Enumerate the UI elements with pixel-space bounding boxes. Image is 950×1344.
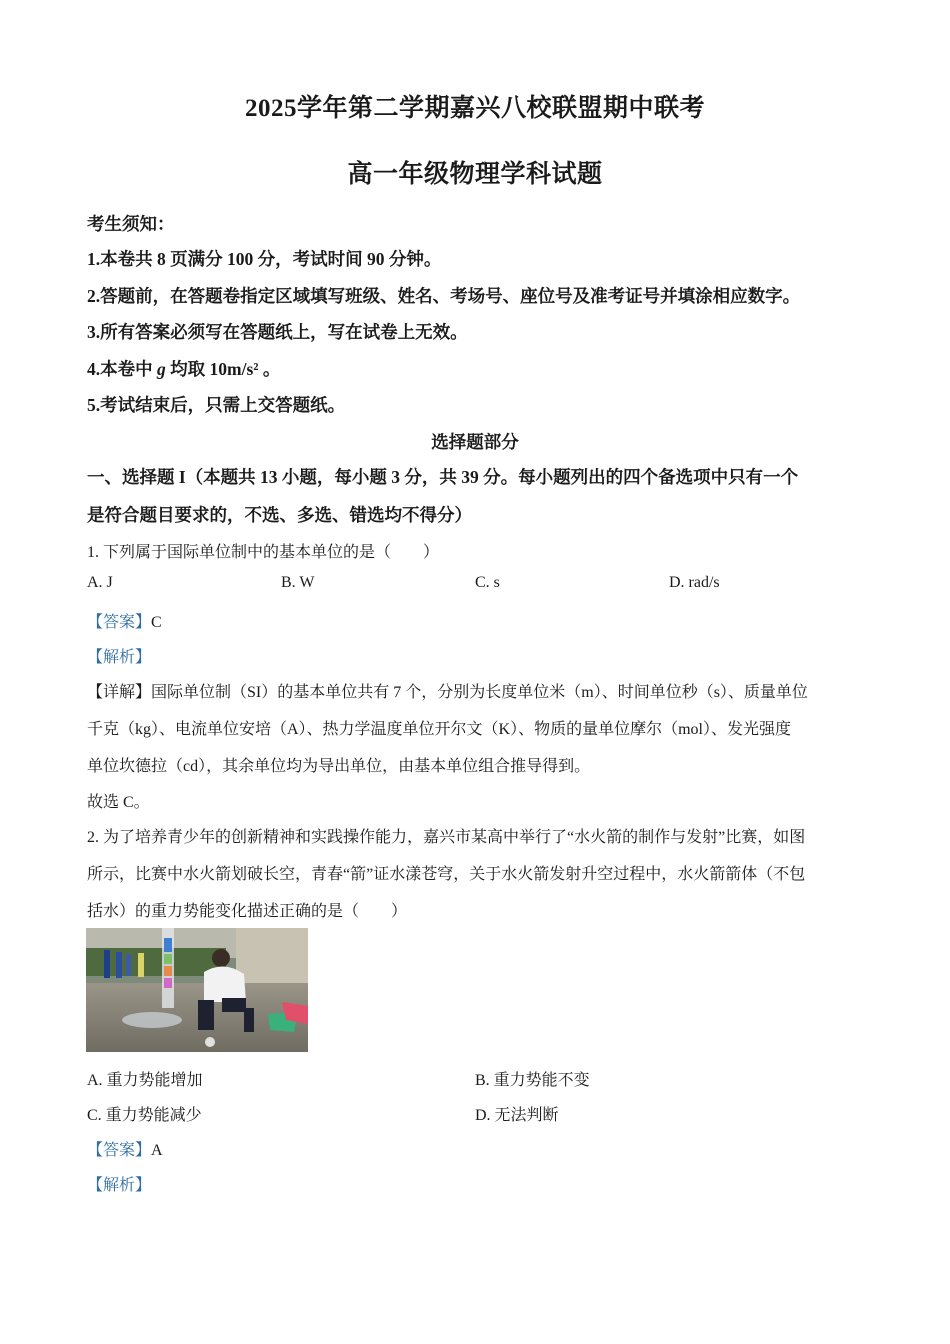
q1-option-d: D. rad/s bbox=[669, 574, 720, 591]
q2-answer bbox=[87, 1137, 163, 1160]
q1-stem: 1. 下列属于国际单位制中的基本单位的是（ ） bbox=[87, 544, 440, 561]
q1-answer-value: C bbox=[151, 614, 162, 631]
notice-item-1: 1.本卷共 8 页满分 100 分，考试时间 90 分钟。 bbox=[87, 249, 442, 269]
exam-title: 2025学年第二学期嘉兴八校联盟期中联考 bbox=[244, 95, 705, 122]
notice-item-2: 2.答题前，在答题卷指定区域填写班级、姓名、考场号、座位号及准考证号并填涂相应数字。 bbox=[87, 286, 801, 306]
notice-item-5: 5.考试结束后，只需上交答题纸。 bbox=[87, 395, 346, 415]
q2-answer-tag: 【答案】 bbox=[87, 1142, 152, 1159]
q1-detail-line-3: 单位坎德拉（cd），其余单位均为导出单位，由基本单位组合推导得到。 bbox=[87, 758, 591, 775]
notice-label: 考生须知： bbox=[87, 214, 175, 234]
q1-detail-text-1: 国际单位制（SI）的基本单位共有 7 个，分别为长度单位米（m）、时间单位秒（s）、质量单位 bbox=[151, 684, 808, 701]
notice-item-3: 3.所有答案必须写在答题纸上，写在试卷上无效。 bbox=[87, 322, 468, 342]
notice-item-4 bbox=[87, 356, 280, 381]
q2-option-a: A. 重力势能增加 bbox=[87, 1072, 203, 1089]
q1-option-b: B. W bbox=[281, 574, 315, 591]
q1-option-a: A. J bbox=[87, 574, 113, 591]
q1-detail-line-2: 千克（kg）、电流单位安培（A）、热力学温度单位开尔文（K）、物质的量单位摩尔（mol）、发光强度 bbox=[87, 721, 792, 738]
q2-analysis-tag: 【解析】 bbox=[87, 1177, 152, 1194]
notice-item-4-rest: 均取 10m/s² 。 bbox=[165, 359, 281, 379]
q2-stem-line-2: 所示，比赛中水火箭划破长空，青春“箭”证水漾苍穹，关于水火箭发射升空过程中，水火箭箭体（不包 bbox=[87, 866, 806, 883]
exam-subtitle: 高一年级物理学科试题 bbox=[347, 161, 603, 188]
notice-item-4-var: g bbox=[157, 359, 166, 379]
water-rocket-photo-svg bbox=[86, 928, 308, 1052]
q1-answer bbox=[87, 609, 162, 632]
q1-detail-line-1 bbox=[87, 679, 808, 702]
q2-option-d: D. 无法判断 bbox=[475, 1107, 559, 1124]
section-heading-line-2: 是符合题目要求的，不选、多选、错选均不得分） bbox=[87, 505, 472, 525]
q2-stem-line-1: 2. 为了培养青少年的创新精神和实践操作能力，嘉兴市某高中举行了“水火箭的制作与发射”比赛，如图 bbox=[87, 829, 806, 846]
section-heading-line-1: 一、选择题 I（本题共 13 小题，每小题 3 分，共 39 分。每小题列出的四个备选项中只有一个 bbox=[87, 467, 799, 487]
q1-conclusion: 故选 C。 bbox=[87, 794, 150, 811]
q1-detail-tag: 【详解】 bbox=[87, 684, 152, 701]
q1-analysis-tag: 【解析】 bbox=[87, 649, 152, 666]
q2-option-b: B. 重力势能不变 bbox=[475, 1072, 590, 1089]
q2-option-c: C. 重力势能减少 bbox=[87, 1107, 202, 1124]
q1-answer-tag: 【答案】 bbox=[87, 614, 152, 631]
notice-item-4-prefix: 4.本卷中 bbox=[87, 359, 153, 379]
q2-stem-line-3: 括水）的重力势能变化描述正确的是（ ） bbox=[87, 903, 408, 920]
q2-answer-value: A bbox=[151, 1142, 163, 1159]
q1-option-c: C. s bbox=[475, 574, 500, 591]
section-title: 选择题部分 bbox=[431, 432, 519, 452]
water-rocket-photo bbox=[86, 928, 308, 1052]
